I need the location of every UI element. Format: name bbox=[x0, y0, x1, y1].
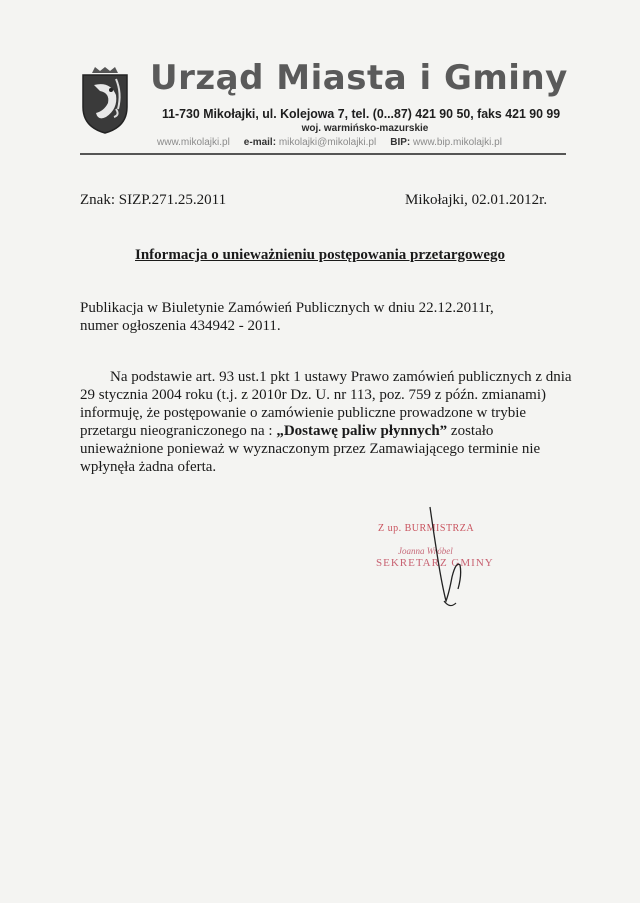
letter-heading: Informacja o unieważnieniu postępowania przetargowego bbox=[135, 247, 505, 263]
bip-link[interactable]: www.bip.mikolajki.pl bbox=[413, 137, 502, 148]
bip-label: BIP: bbox=[390, 137, 411, 148]
publication-line-1: Publikacja w Biuletynie Zamówień Publicznych w dniu 22.12.2011r, bbox=[80, 300, 494, 316]
stamp-title: SEKRETARZ GMINY bbox=[376, 557, 494, 569]
office-name: Urząd Miasta i Gminy bbox=[150, 58, 568, 98]
stamp-signer-name: Joanna Wróbel bbox=[398, 546, 453, 556]
publication-paragraph bbox=[80, 299, 560, 335]
annulment-paragraph bbox=[80, 368, 572, 476]
website-link[interactable]: www.mikolajki.pl bbox=[157, 137, 230, 148]
email-label: e-mail: bbox=[243, 137, 277, 148]
office-address: 11-730 Mikołajki, ul. Kolejowa 7, tel. (0...87) 421 90 50, faks 421 90 99 bbox=[162, 106, 561, 121]
contract-subject: „Dostawę paliw płynnych” bbox=[276, 423, 448, 439]
annulment-text-end: zostało unieważnione ponieważ w wyznaczonym przez Zamawiającego terminie nie wpłynęła żadna oferta. bbox=[80, 423, 541, 475]
reference-number: Znak: SIZP.271.25.2011 bbox=[80, 192, 227, 208]
handwritten-signature-icon bbox=[400, 505, 490, 615]
annulment-text-start: Na podstawie art. 93 ust.1 pkt 1 ustawy Prawo zamówień publicznych z dnia 29 stycznia 2004 roku (t.j. z 2010r Dz. U. nr 113, poz. 759 z późn. zmianami) informuję, że postępowanie o zamówienie publiczne prowadzone w trybie przetargu nieograniczonego na : bbox=[80, 369, 572, 439]
contact-links bbox=[157, 137, 502, 148]
publication-line-2: numer ogłoszenia 434942 - 2011. bbox=[80, 318, 281, 334]
header-divider bbox=[80, 153, 566, 155]
place-and-date: Mikołajki, 02.01.2012r. bbox=[405, 192, 548, 208]
stamp-authority: Z up. BURMISTRZA bbox=[378, 523, 475, 534]
office-region: woj. warmińsko-mazurskie bbox=[301, 123, 429, 134]
email-link[interactable]: mikolajki@mikolajki.pl bbox=[278, 137, 377, 148]
